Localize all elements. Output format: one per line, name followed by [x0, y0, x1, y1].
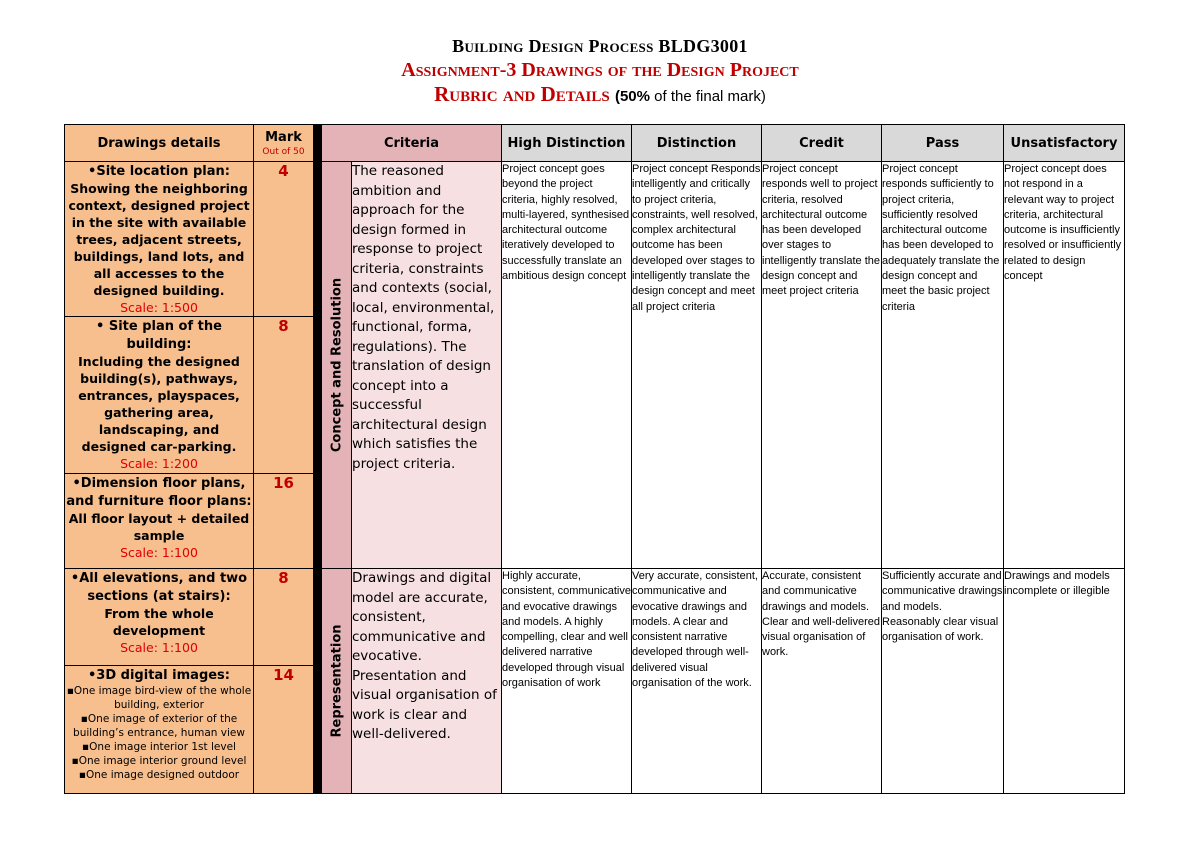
- bullet-item: ▪One image designed outdoor: [78, 769, 240, 781]
- high-distinction-header: High Distinction: [502, 125, 632, 162]
- drawing-row: [65, 162, 1125, 317]
- column-divider: [314, 125, 322, 794]
- pass-header: Pass: [882, 125, 1004, 162]
- drawing-head: •3D digital images:: [88, 668, 230, 683]
- drawing-mark: 4: [254, 162, 314, 317]
- drawing-scale: Scale: 1:100: [120, 545, 198, 560]
- credit-cell: Project concept responds well to project criteria, resolved architectural outcome has been developed over stages to intelligently translate the design concept and meet project criteria: [762, 162, 882, 569]
- mark-header-sub: Out of 50: [262, 146, 305, 157]
- drawing-scale: Scale: 1:100: [120, 640, 198, 655]
- criteria-description: Drawings and digital model are accurate, consistent, communicative and evocative. Presentation and visual organisation of work is clear and well-delivered.: [352, 569, 502, 794]
- bullet-item: ▪One image interior ground level: [71, 755, 247, 767]
- drawing-detail: [65, 474, 254, 569]
- rubric-label: Rubric and Details: [434, 82, 610, 106]
- document-title: Building Design Process BLDG3001: [452, 36, 748, 56]
- pass-cell: Sufficiently accurate and communicative drawings and models. Reasonably clear visual organisation of work.: [882, 569, 1004, 794]
- criteria-header: Criteria: [322, 125, 502, 162]
- drawing-detail: [65, 569, 254, 666]
- drawing-head: •Dimension floor plans, and furniture floor plans:: [66, 476, 252, 509]
- drawing-detail: [65, 162, 254, 317]
- mark-header-label: Mark: [265, 129, 302, 145]
- mark-weight-note: [615, 88, 766, 105]
- drawing-scale: Scale: 1:500: [120, 300, 198, 315]
- drawing-detail: [65, 317, 254, 474]
- mark-weight-of: of the: [654, 88, 692, 105]
- credit-header: Credit: [762, 125, 882, 162]
- drawing-head: •All elevations, and two sections (at stairs):: [70, 571, 248, 604]
- drawing-body: All floor layout + detailed sample: [68, 511, 250, 543]
- category-label-text: Representation: [329, 624, 344, 738]
- drawing-mark: 14: [254, 666, 314, 794]
- mark-header: [254, 125, 314, 162]
- bullet-item: ▪One image bird-view of the whole building, exterior: [66, 685, 252, 711]
- category-label: [322, 569, 352, 794]
- drawing-row: [65, 569, 1125, 666]
- high-distinction-cell: Project concept goes beyond the project criteria, highly resolved, multi-layered, synthesised architectural outcome iteratively developed to successfully translate an ambitious design concept: [502, 162, 632, 569]
- mark-weight-final: final mark): [695, 88, 766, 105]
- drawing-body: Including the designed building(s), pathways, entrances, playspaces, gathering area, landscaping, and designed car-parking.: [78, 354, 240, 454]
- document-subtitle: Assignment-3 Drawings of the Design Project: [401, 59, 799, 81]
- drawing-body: Showing the neighboring context, designed project in the site with available trees, adjacent streets, buildings, land lots, and all accesses to the designed building.: [68, 181, 250, 298]
- unsatisfactory-cell: Project concept does not respond in a relevant way to project criteria, architectural outcome is insufficiently resolved or insufficiently related to design concept: [1004, 162, 1125, 569]
- drawing-mark: 8: [254, 569, 314, 666]
- header-row: [65, 125, 1125, 162]
- drawing-head: • Site plan of the building:: [96, 319, 222, 352]
- credit-cell: Accurate, consistent and communicative drawings and models. Clear and well-delivered visual organisation of work.: [762, 569, 882, 794]
- drawing-mark: 16: [254, 474, 314, 569]
- unsatisfactory-header: Unsatisfactory: [1004, 125, 1125, 162]
- criteria-description: The reasoned ambition and approach for the design formed in response to project criteria, constraints and contexts (social, local, environmental, functional, forma, regulations). The translation of design concept into a successful architectural design which satisfies the project criteria.: [352, 162, 502, 569]
- category-label: [322, 162, 352, 569]
- drawing-body: From the whole development: [104, 606, 214, 638]
- bullet-item: ▪One image of exterior of the building’s entrance, human view: [73, 713, 245, 739]
- category-label-text: Concept and Resolution: [329, 277, 344, 453]
- unsatisfactory-cell: Drawings and models incomplete or illegible: [1004, 569, 1125, 794]
- pass-cell: Project concept responds sufficiently to project criteria, sufficiently resolved architectural outcome has been developed to adequately translate the design concept and meet the basic project criteria: [882, 162, 1004, 569]
- rubric-heading: [0, 82, 1200, 107]
- drawings-details-header: Drawings details: [65, 125, 254, 162]
- drawing-head: •Site location plan:: [88, 164, 230, 179]
- drawing-mark: 8: [254, 317, 314, 474]
- drawing-detail: [65, 666, 254, 794]
- bullet-item: ▪One image interior 1st level: [82, 741, 236, 753]
- distinction-cell: Very accurate, consistent, communicative and evocative drawings and models. A clear and consistent narrative developed through well-delivered visual organisation of the work.: [632, 569, 762, 794]
- rubric-table: [64, 124, 1125, 794]
- distinction-header: Distinction: [632, 125, 762, 162]
- drawing-scale: Scale: 1:200: [120, 456, 198, 471]
- mark-weight-pct: (50%: [614, 88, 650, 105]
- high-distinction-cell: Highly accurate, consistent, communicative and evocative drawings and models. A highly compelling, clear and well delivered narrative developed through visual organisation of work: [502, 569, 632, 794]
- distinction-cell: Project concept Responds intelligently and critically to project criteria, constraints, well resolved, complex architectural outcome has been developed over stages to intelligently translate the design concept and meet all project criteria: [632, 162, 762, 569]
